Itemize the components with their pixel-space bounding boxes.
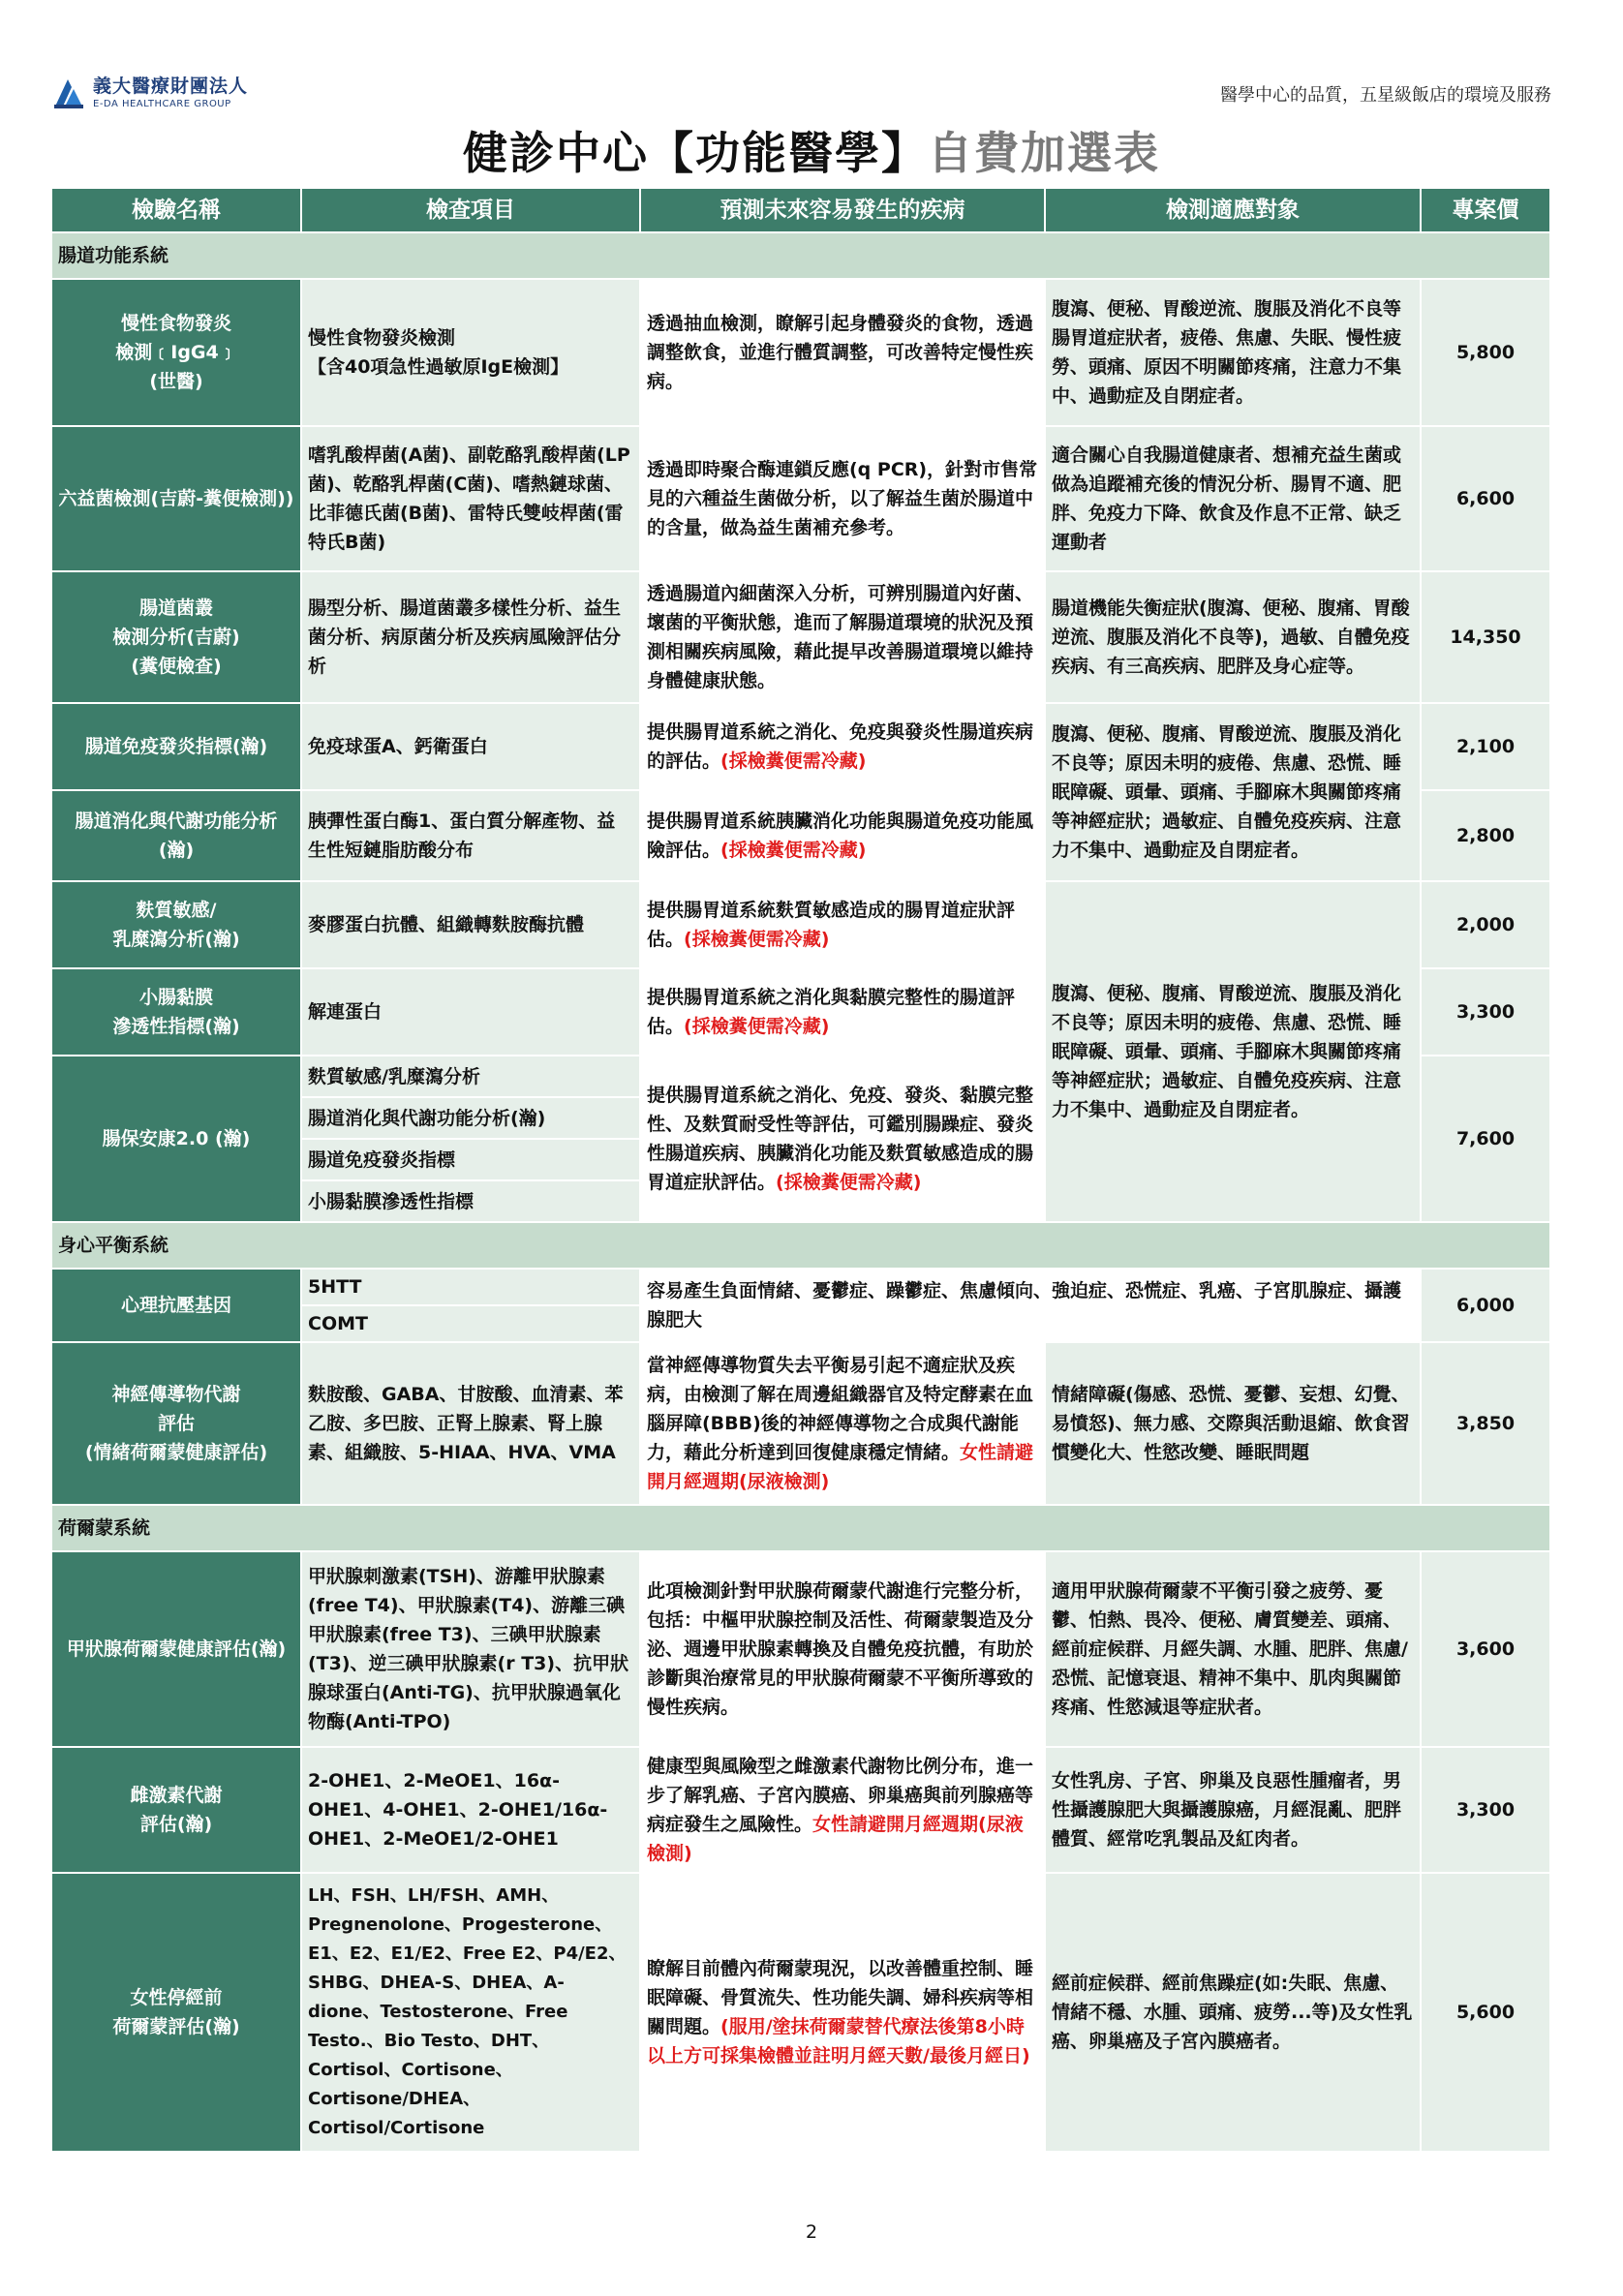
target-population: 腹瀉、便秘、胃酸逆流、腹脹及消化不良等腸胃道症狀者，疲倦、焦慮、失眠、慢性疲勞、頭痛、原因不明關節疼痛，注意力不集中、過動症及自閉症者。	[1045, 279, 1421, 426]
test-name: 腸道消化與代謝功能分析(瀚)	[51, 790, 301, 881]
test-name: 腸保安康2.0 (瀚)	[51, 1056, 301, 1222]
specimen-note: 女性請避開月經週期(尿液檢測)	[647, 1814, 1024, 1864]
test-name: 麩質敏感/ 乳糜瀉分析(瀚)	[51, 881, 301, 968]
disease-prediction: 當神經傳導物質失去平衡易引起不適症狀及疾病，由檢測了解在周邊組織器官及特定酵素在血腦屏障(BBB)後的神經傳導物之合成與代謝能力，藉此分析達到回復健康穩定情緒。女性請避開月經週期(尿液檢測)	[640, 1342, 1045, 1505]
price: 14,350	[1421, 571, 1550, 703]
disease-prediction: 透過即時聚合酶連鎖反應(q PCR)，針對市售常見的六種益生菌做分析，以了解益生菌於腸道中的含量，做為益生菌補充參考。	[640, 426, 1045, 571]
target-population: 適合關心自我腸道健康者、想補充益生菌或做為追蹤補充後的情況分析、腸胃不適、肥胖、免疫力下降、飲食及作息不正常、缺乏運動者	[1045, 426, 1421, 571]
test-name: 女性停經前 荷爾蒙評估(瀚)	[51, 1873, 301, 2152]
disease-prediction: 提供腸胃道系統之消化、免疫、發炎、黏膜完整性、及麩質耐受性等評估，可鑑別腸躁症、發炎性腸道疾病、胰臟消化功能及麩質敏感造成的腸胃道症狀評估。(採檢糞便需冷藏)	[640, 1056, 1045, 1222]
table-row	[51, 1873, 1550, 2152]
specimen-note: 女性請避開月經週期(尿液檢測)	[647, 1442, 1034, 1492]
test-items: 嗜乳酸桿菌(A菌)、副乾酪乳酸桿菌(LP菌)、乾酪乳桿菌(C菌)、嗜熱鏈球菌、比菲德氏菌(B菌)、雷特氏雙岐桿菌(雷特氏B菌)	[301, 426, 640, 571]
disease-prediction: 提供腸胃道系統之消化與黏膜完整性的腸道評估。(採檢糞便需冷藏)	[640, 968, 1045, 1056]
disease-prediction: 透過抽血檢測，瞭解引起身體發炎的食物，透過調整飲食，並進行體質調整，可改善特定慢性疾病。	[640, 279, 1045, 426]
table-row	[51, 279, 1550, 426]
test-item: COMT	[301, 1305, 640, 1342]
logo-chinese-name: 義大醫療財團法人	[93, 75, 249, 97]
price: 6,000	[1421, 1269, 1550, 1342]
specimen-note: (採檢糞便需冷藏)	[684, 929, 830, 950]
price: 7,600	[1421, 1056, 1550, 1222]
price: 3,300	[1421, 1747, 1550, 1873]
disease-prediction: 提供腸胃道系統麩質敏感造成的腸胃道症狀評估。(採檢糞便需冷藏)	[640, 881, 1045, 968]
test-item: 腸道免疫發炎指標	[301, 1139, 640, 1180]
test-items: 腸型分析、腸道菌叢多樣性分析、益生菌分析、病原菌分析及疾病風險評估分析	[301, 571, 640, 703]
target-population: 女性乳房、子宮、卵巢及良惡性腫瘤者，男性攝護腺肥大與攝護腺癌，月經混亂、肥胖體質、經常吃乳製品及紅肉者。	[1045, 1747, 1421, 1873]
test-items: LH、FSH、LH/FSH、AMH、Pregnenolone、Progesterone、E1、E2、E1/E2、Free E2、P4/E2、SHBG、DHEA-S、DHEA、A-dione、Testosterone、Free Testo.、Bio Testo、DHT、Cortisol、Cortisone、Cortisone/DHEA、Cortisol/Cortisone	[301, 1873, 640, 2152]
price-table	[50, 187, 1551, 2153]
test-name: 心理抗壓基因	[51, 1269, 301, 1342]
disease-prediction: 容易產生負面情緒、憂鬱症、躁鬱症、焦慮傾向、強迫症、恐慌症、乳癌、子宮肌腺症、攝護腺肥大	[640, 1269, 1421, 1342]
table-row	[51, 1747, 1550, 1873]
test-item: 5HTT	[301, 1269, 640, 1305]
table-row	[51, 1342, 1550, 1505]
test-name: 慢性食物發炎 檢測﹝IgG4﹞ (世醫)	[51, 279, 301, 426]
column-header: 專案價	[1421, 188, 1550, 232]
price: 3,850	[1421, 1342, 1550, 1505]
test-items: 麩胺酸、GABA、甘胺酸、血清素、苯乙胺、多巴胺、正腎上腺素、腎上腺素、組織胺、5-HIAA、HVA、VMA	[301, 1342, 640, 1505]
price: 3,600	[1421, 1551, 1550, 1747]
column-header: 預測未來容易發生的疾病	[640, 188, 1045, 232]
section-header: 荷爾蒙系統	[51, 1505, 1550, 1551]
disease-prediction: 提供腸胃道系統胰臟消化功能與腸道免疫功能風險評估。(採檢糞便需冷藏)	[640, 790, 1045, 881]
title-main: 健診中心【功能醫學】	[463, 127, 928, 179]
table-row	[51, 426, 1550, 571]
table-row	[51, 1551, 1550, 1747]
test-items: 甲狀腺刺激素(TSH)、游離甲狀腺素(free T4)、甲狀腺素(T4)、游離三碘甲狀腺素(free T3)、三碘甲狀腺素(T3)、逆三碘甲狀腺素(r T3)、抗甲狀腺球蛋白(Anti-TG)、抗甲狀腺過氧化物酶(Anti-TPO)	[301, 1551, 640, 1747]
target-population: 適用甲狀腺荷爾蒙不平衡引發之疲勞、憂鬱、怕熱、畏冷、便秘、膚質變差、頭痛、經前症候群、月經失調、水腫、肥胖、焦慮/恐慌、記憶衰退、精神不集中、肌肉與關節疼痛、性慾減退等症狀者。	[1045, 1551, 1421, 1747]
disease-prediction: 此項檢測針對甲狀腺荷爾蒙代謝進行完整分析，包括：中樞甲狀腺控制及活性、荷爾蒙製造及分泌、週邊甲狀腺素轉換及自體免疫抗體，有助於診斷與治療常見的甲狀腺荷爾蒙不平衡所導致的慢性疾病。	[640, 1551, 1045, 1747]
specimen-note: (採檢糞便需冷藏)	[720, 840, 867, 861]
logo	[52, 76, 248, 110]
price: 2,100	[1421, 703, 1550, 790]
target-population: 腹瀉、便秘、腹痛、胃酸逆流、腹脹及消化不良等；原因未明的疲倦、焦慮、恐慌、睡眠障礙、頭暈、頭痛、手腳麻木與關節疼痛等神經症狀；過敏症、自體免疫疾病、注意力不集中、過動症及自閉症者。	[1045, 881, 1421, 1222]
price: 5,800	[1421, 279, 1550, 426]
target-population: 情緒障礙(傷感、恐慌、憂鬱、妄想、幻覺、易憤怒)、無力感、交際與活動退縮、飲食習慣變化大、性慾改變、睡眠問題	[1045, 1342, 1421, 1505]
test-name: 神經傳導物代謝 評估 (情緒荷爾蒙健康評估)	[51, 1342, 301, 1505]
price: 2,000	[1421, 881, 1550, 968]
test-items: 免疫球蛋A、鈣衛蛋白	[301, 703, 640, 790]
test-items: 慢性食物發炎檢測 【含40項急性過敏原IgE檢測】	[301, 279, 640, 426]
test-name: 小腸黏膜 滲透性指標(瀚)	[51, 968, 301, 1056]
test-name: 腸道免疫發炎指標(瀚)	[51, 703, 301, 790]
test-items: 麥膠蛋白抗體、組織轉麩胺酶抗體	[301, 881, 640, 968]
logo-english-name: E-DA HEALTHCARE GROUP	[93, 98, 231, 109]
column-header: 檢查項目	[301, 188, 640, 232]
specimen-note: (服用/塗抹荷爾蒙替代療法後第8小時以上方可採集檢體並註明月經天數/最後月經日)	[647, 2016, 1030, 2066]
section-header: 身心平衡系統	[51, 1222, 1550, 1269]
disease-prediction: 透過腸道內細菌深入分析，可辨別腸道內好菌、壞菌的平衡狀態，進而了解腸道環境的狀況及預測相關疾病風險，藉此提早改善腸道環境以維持身體健康狀態。	[640, 571, 1045, 703]
test-name: 雌激素代謝 評估(瀚)	[51, 1747, 301, 1873]
column-header: 檢測適應對象	[1045, 188, 1421, 232]
eda-logo-icon	[52, 76, 85, 110]
page-title	[0, 118, 1623, 182]
test-name: 甲狀腺荷爾蒙健康評估(瀚)	[51, 1551, 301, 1747]
test-items: 解連蛋白	[301, 968, 640, 1056]
specimen-note: (採檢糞便需冷藏)	[776, 1172, 922, 1193]
table-row	[51, 703, 1550, 790]
price: 2,800	[1421, 790, 1550, 881]
price: 6,600	[1421, 426, 1550, 571]
table-row	[51, 571, 1550, 703]
test-item: 腸道消化與代謝功能分析(瀚)	[301, 1097, 640, 1139]
page-number: 2	[805, 2221, 818, 2243]
column-header: 檢驗名稱	[51, 188, 301, 232]
target-population: 腸道機能失衡症狀(腹瀉、便秘、腹痛、胃酸逆流、腹脹及消化不良等)，過敏、自體免疫疾病、有三高疾病、肥胖及身心症等。	[1045, 571, 1421, 703]
table-row	[51, 1269, 1550, 1305]
specimen-note: (採檢糞便需冷藏)	[720, 750, 867, 772]
disease-prediction: 瞭解目前體內荷爾蒙現況，以改善體重控制、睡眠障礙、骨質流失、性功能失調、婦科疾病等相關問題。(服用/塗抹荷爾蒙替代療法後第8小時以上方可採集檢體並註明月經天數/最後月經日)	[640, 1873, 1045, 2152]
test-item: 麩質敏感/乳糜瀉分析	[301, 1056, 640, 1097]
header-tagline: 醫學中心的品質，五星級飯店的環境及服務	[1220, 85, 1551, 106]
section-header: 腸道功能系統	[51, 232, 1550, 279]
price: 5,600	[1421, 1873, 1550, 2152]
test-name: 腸道菌叢 檢測分析(吉蔚) (糞便檢查)	[51, 571, 301, 703]
disease-prediction: 健康型與風險型之雌激素代謝物比例分布，進一步了解乳癌、子宮內膜癌、卵巢癌與前列腺癌等病症發生之風險性。女性請避開月經週期(尿液檢測)	[640, 1747, 1045, 1873]
test-name: 六益菌檢測(吉蔚-糞便檢測))	[51, 426, 301, 571]
disease-prediction: 提供腸胃道系統之消化、免疫與發炎性腸道疾病的評估。(採檢糞便需冷藏)	[640, 703, 1045, 790]
price: 3,300	[1421, 968, 1550, 1056]
specimen-note: (採檢糞便需冷藏)	[684, 1016, 830, 1037]
target-population: 腹瀉、便秘、腹痛、胃酸逆流、腹脹及消化不良等；原因未明的疲倦、焦慮、恐慌、睡眠障礙、頭暈、頭痛、手腳麻木與關節疼痛等神經症狀；過敏症、自體免疫疾病、注意力不集中、過動症及自閉症者。	[1045, 703, 1421, 881]
test-item: 小腸黏膜滲透性指標	[301, 1180, 640, 1222]
table-row	[51, 881, 1550, 968]
test-items: 胰彈性蛋白酶1、蛋白質分解產物、益生性短鏈脂肪酸分布	[301, 790, 640, 881]
title-highlight: 自費加選表	[928, 127, 1160, 179]
target-population: 經前症候群、經前焦躁症(如:失眠、焦慮、情緒不穩、水腫、頭痛、疲勞...等)及女性乳癌、卵巢癌及子宮內膜癌者。	[1045, 1873, 1421, 2152]
test-items: 2-OHE1、2-MeOE1、16α-OHE1、4-OHE1、2-OHE1/16α-OHE1、2-MeOE1/2-OHE1	[301, 1747, 640, 1873]
table-header-row	[51, 188, 1550, 232]
